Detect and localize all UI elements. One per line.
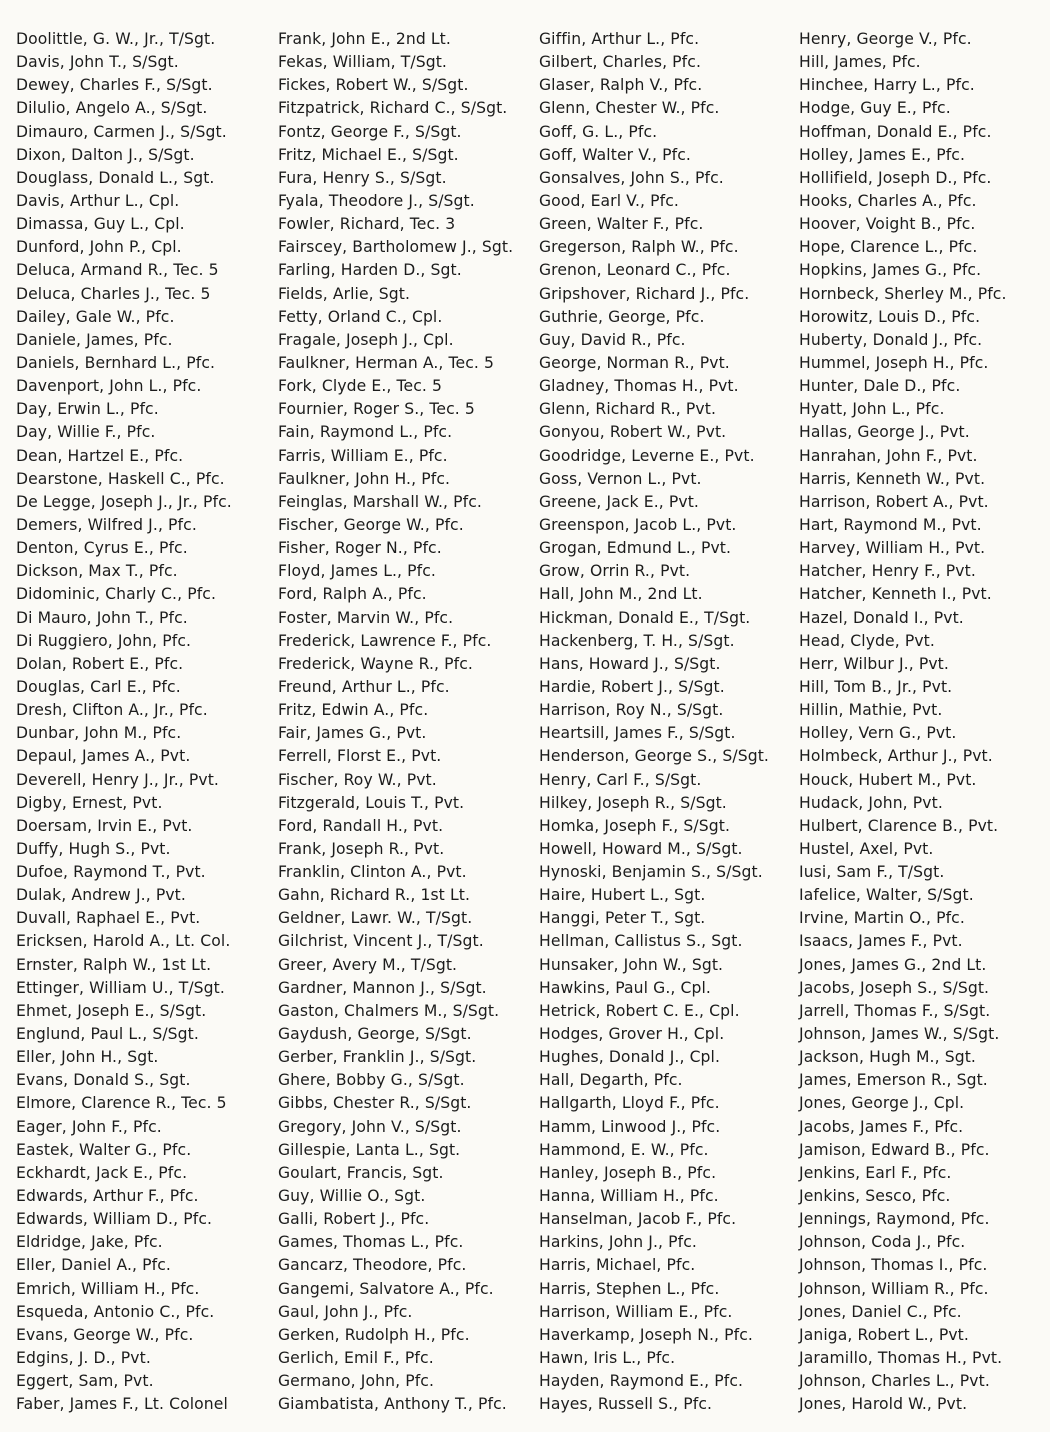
roster-entry: Frederick, Lawrence F., Pfc. — [278, 631, 492, 650]
roster-entry: Eager, John F., Pfc. — [16, 1117, 162, 1136]
roster-entry: Foster, Marvin W., Pfc. — [278, 608, 454, 627]
roster-entry: Edgins, J. D., Pvt. — [16, 1349, 151, 1368]
roster-entry: Germano, John, Pfc. — [278, 1372, 435, 1391]
roster-entry: Hill, James, Pfc. — [799, 53, 921, 72]
roster-entry: Didominic, Charly C., Pfc. — [16, 585, 217, 604]
roster-entry: Dewey, Charles F., S/Sgt. — [16, 76, 213, 95]
roster-column-1 — [16, 28, 232, 1416]
roster-entry: Faulkner, Herman A., Tec. 5 — [278, 353, 495, 372]
roster-entry: Giffin, Arthur L., Pfc. — [539, 30, 700, 48]
roster-entry: Dixon, Dalton J., S/Sgt. — [16, 145, 195, 164]
roster-entry: Herr, Wilbur J., Pvt. — [799, 654, 949, 673]
roster-entry: Hayden, Raymond E., Pfc. — [539, 1372, 744, 1391]
roster-entry: Gibbs, Chester R., S/Sgt. — [278, 1094, 472, 1113]
roster-entry: Ghere, Bobby G., S/Sgt. — [278, 1071, 465, 1090]
roster-entry: Dearstone, Haskell C., Pfc. — [16, 469, 225, 488]
roster-entry: Gerber, Franklin J., S/Sgt. — [278, 1048, 477, 1067]
roster-entry: Dailey, Gale W., Pfc. — [16, 307, 175, 326]
roster-entry: Daniele, James, Pfc. — [16, 330, 173, 349]
roster-entry: Fontz, George F., S/Sgt. — [278, 122, 462, 141]
roster-entry: Hanggi, Peter T., Sgt. — [539, 909, 706, 928]
roster-entry: Hudack, John, Pvt. — [799, 793, 943, 812]
roster-entry: Hoffman, Donald E., Pfc. — [799, 122, 992, 141]
roster-entry: Di Mauro, John T., Pfc. — [16, 608, 188, 627]
roster-entry: Hanley, Joseph B., Pfc. — [539, 1163, 717, 1182]
roster-entry: Harris, Stephen L., Pfc. — [539, 1279, 720, 1298]
roster-entry: Jones, George J., Cpl. — [799, 1094, 965, 1113]
roster-entry: Galli, Robert J., Pfc. — [278, 1210, 430, 1229]
roster-entry: Hackenberg, T. H., S/Sgt. — [539, 631, 735, 650]
roster-entry: Glenn, Chester W., Pfc. — [539, 99, 720, 118]
roster-entry: Ericksen, Harold A., Lt. Col. — [16, 932, 231, 951]
roster-entry: Fyala, Theodore J., S/Sgt. — [278, 191, 475, 210]
roster-entry: Fork, Clyde E., Tec. 5 — [278, 377, 443, 396]
roster-entry: Fairscey, Bartholomew J., Sgt. — [278, 238, 514, 257]
roster-entry: Davis, Arthur L., Cpl. — [16, 191, 180, 210]
roster-entry: Jones, Harold W., Pvt. — [799, 1395, 968, 1414]
roster-entry: Hunter, Dale D., Pfc. — [799, 377, 961, 396]
roster-entry: Eggert, Sam, Pvt. — [16, 1372, 154, 1391]
roster-entry: Digby, Ernest, Pvt. — [16, 793, 163, 812]
roster-entry: Haverkamp, Joseph N., Pfc. — [539, 1325, 753, 1344]
roster-entry: Gladney, Thomas H., Pvt. — [539, 377, 739, 396]
roster-entry: Deluca, Armand R., Tec. 5 — [16, 261, 219, 280]
roster-entry: Hustel, Axel, Pvt. — [799, 839, 934, 858]
roster-entry: De Legge, Joseph J., Jr., Pfc. — [16, 492, 232, 511]
roster-entry: Geldner, Lawr. W., T/Sgt. — [278, 909, 473, 928]
roster-entry: Hooks, Charles A., Pfc. — [799, 191, 977, 210]
roster-entry: Holley, Vern G., Pvt. — [799, 724, 957, 743]
roster-entry: Ferrell, Florst E., Pvt. — [278, 747, 442, 766]
roster-entry: Fowler, Richard, Tec. 3 — [278, 215, 456, 234]
roster-entry: Doersam, Irvin E., Pvt. — [16, 816, 193, 835]
roster-entry: Fekas, William, T/Sgt. — [278, 53, 447, 72]
roster-entry: Fournier, Roger S., Tec. 5 — [278, 400, 475, 419]
roster-entry: Hellman, Callistus S., Sgt. — [539, 932, 743, 951]
roster-entry: Fickes, Robert W., S/Sgt. — [278, 76, 469, 95]
roster-entry: Irvine, Martin O., Pfc. — [799, 909, 965, 928]
roster-entry: Deverell, Henry J., Jr., Pvt. — [16, 770, 219, 789]
roster-entry: Frank, Joseph R., Pvt. — [278, 839, 445, 858]
roster-entry: Farris, William E., Pfc. — [278, 446, 448, 465]
roster-entry: Gaydush, George, S/Sgt. — [278, 1025, 472, 1044]
roster-entry: Huberty, Donald J., Pfc. — [799, 330, 983, 349]
roster-entry: Faber, James F., Lt. Colonel — [16, 1395, 228, 1414]
roster-entry: Fair, James G., Pvt. — [278, 724, 427, 743]
roster-entry: Fisher, Roger N., Pfc. — [278, 539, 442, 558]
roster-column-2 — [278, 28, 513, 1416]
roster-entry: Elmore, Clarence R., Tec. 5 — [16, 1094, 227, 1113]
roster-entry: Daniels, Bernhard L., Pfc. — [16, 353, 216, 372]
roster-entry: Holley, James E., Pfc. — [799, 145, 966, 164]
roster-entry: Emrich, William H., Pfc. — [16, 1279, 200, 1298]
roster-entry: Gaul, John J., Pfc. — [278, 1302, 413, 1321]
roster-entry: Hawn, Iris L., Pfc. — [539, 1349, 676, 1368]
roster-entry: Isaacs, James F., Pvt. — [799, 932, 963, 951]
roster-entry: Gaston, Chalmers M., S/Sgt. — [278, 1001, 500, 1020]
roster-entry: Hardie, Robert J., S/Sgt. — [539, 677, 725, 696]
roster-entry: Johnson, Thomas I., Pfc. — [799, 1256, 988, 1275]
roster-entry: Jamison, Edward B., Pfc. — [799, 1140, 990, 1159]
roster-entry: Hammond, E. W., Pfc. — [539, 1140, 709, 1159]
roster-entry: Hummel, Joseph H., Pfc. — [799, 353, 989, 372]
roster-entry: Greenspon, Jacob L., Pvt. — [539, 515, 737, 534]
roster-entry: Fura, Henry S., S/Sgt. — [278, 168, 447, 187]
roster-entry: Di Ruggiero, John, Pfc. — [16, 631, 192, 650]
roster-entry: Dresh, Clifton A., Jr., Pfc. — [16, 701, 208, 720]
roster-entry: Ehmet, Joseph E., S/Sgt. — [16, 1001, 207, 1020]
roster-entry: Hamm, Linwood J., Pfc. — [539, 1117, 721, 1136]
roster-entry: Jenkins, Earl F., Pfc. — [799, 1163, 952, 1182]
roster-entry: Day, Erwin L., Pfc. — [16, 400, 159, 419]
roster-entry: Hornbeck, Sherley M., Pfc. — [799, 284, 1007, 303]
roster-entry: Fain, Raymond L., Pfc. — [278, 423, 453, 442]
roster-entry: Guthrie, George, Pfc. — [539, 307, 705, 326]
roster-entry: Eastek, Walter G., Pfc. — [16, 1140, 192, 1159]
roster-entry: Gerken, Rudolph H., Pfc. — [278, 1325, 470, 1344]
roster-entry: Frederick, Wayne R., Pfc. — [278, 654, 473, 673]
roster-entry: Dolan, Robert E., Pfc. — [16, 654, 184, 673]
roster-entry: Holmbeck, Arthur J., Pvt. — [799, 747, 993, 766]
roster-entry: Harvey, William H., Pvt. — [799, 539, 986, 558]
roster-entry: Fitzgerald, Louis T., Pvt. — [278, 793, 465, 812]
roster-entry: Douglass, Donald L., Sgt. — [16, 168, 215, 187]
roster-entry: Hill, Tom B., Jr., Pvt. — [799, 677, 953, 696]
roster-entry: Hetrick, Robert C. E., Cpl. — [539, 1001, 740, 1020]
roster-entry: Fields, Arlie, Sgt. — [278, 284, 411, 303]
roster-entry: Jarrell, Thomas F., S/Sgt. — [799, 1001, 991, 1020]
roster-entry: Gregerson, Ralph W., Pfc. — [539, 238, 739, 257]
roster-entry: Johnson, William R., Pfc. — [799, 1279, 989, 1298]
roster-entry: Goff, Walter V., Pfc. — [539, 145, 691, 164]
roster-entry: Franklin, Clinton A., Pvt. — [278, 863, 467, 882]
roster-entry: Hulbert, Clarence B., Pvt. — [799, 816, 999, 835]
roster-entry: Farling, Harden D., Sgt. — [278, 261, 462, 280]
roster-entry: Hughes, Donald J., Cpl. — [539, 1048, 721, 1067]
roster-entry: Gerlich, Emil F., Pfc. — [278, 1349, 434, 1368]
roster-entry: Dean, Hartzel E., Pfc. — [16, 446, 184, 465]
roster-entry: Harrison, William E., Pfc. — [539, 1302, 733, 1321]
roster-entry: Harris, Michael, Pfc. — [539, 1256, 696, 1275]
roster-entry: Hanselman, Jacob F., Pfc. — [539, 1210, 737, 1229]
roster-entry: Green, Walter F., Pfc. — [539, 215, 704, 234]
roster-entry: Frank, John E., 2nd Lt. — [278, 30, 451, 48]
roster-entry: Hatcher, Kenneth I., Pvt. — [799, 585, 992, 604]
roster-entry: Eller, Daniel A., Pfc. — [16, 1256, 171, 1275]
roster-entry: Harris, Kenneth W., Pvt. — [799, 469, 986, 488]
roster-entry: Fetty, Orland C., Cpl. — [278, 307, 443, 326]
roster-entry: Hans, Howard J., S/Sgt. — [539, 654, 721, 673]
roster-entry: Depaul, James A., Pvt. — [16, 747, 191, 766]
roster-entry: Harrison, Roy N., S/Sgt. — [539, 701, 724, 720]
roster-entry: Hollifield, Joseph D., Pfc. — [799, 168, 992, 187]
roster-entry: Iusi, Sam F., T/Sgt. — [799, 863, 945, 882]
roster-entry: Dunford, John P., Cpl. — [16, 238, 182, 257]
roster-entry: James, Emerson R., Sgt. — [799, 1071, 988, 1090]
roster-entry: Fischer, George W., Pfc. — [278, 515, 464, 534]
roster-entry: Jacobs, James F., Pfc. — [799, 1117, 964, 1136]
roster-entry: Gilchrist, Vincent J., T/Sgt. — [278, 932, 484, 951]
roster-entry: Goulart, Francis, Sgt. — [278, 1163, 444, 1182]
roster-entry: Dulak, Andrew J., Pvt. — [16, 886, 186, 905]
roster-entry: Gardner, Mannon J., S/Sgt. — [278, 978, 487, 997]
roster-entry: Homka, Joseph F., S/Sgt. — [539, 816, 731, 835]
roster-entry: Gilbert, Charles, Pfc. — [539, 53, 702, 72]
roster-entry: Iafelice, Walter, S/Sgt. — [799, 886, 974, 905]
roster-entry: Ettinger, William U., T/Sgt. — [16, 978, 225, 997]
roster-entry: Grogan, Edmund L., Pvt. — [539, 539, 732, 558]
roster-entry: Fritz, Michael E., S/Sgt. — [278, 145, 459, 164]
roster-entry: Jones, James G., 2nd Lt. — [799, 955, 987, 974]
roster-entry: Hanrahan, John F., Pvt. — [799, 446, 978, 465]
roster-entry: Head, Clyde, Pvt. — [799, 631, 935, 650]
roster-entry: Games, Thomas L., Pfc. — [278, 1233, 464, 1252]
roster-entry: Hodge, Guy E., Pfc. — [799, 99, 951, 118]
roster-entry: Gonyou, Robert W., Pvt. — [539, 423, 727, 442]
roster-entry: Fischer, Roy W., Pvt. — [278, 770, 437, 789]
roster-entry: Hillin, Mathie, Pvt. — [799, 701, 943, 720]
roster-entry: Englund, Paul L., S/Sgt. — [16, 1025, 199, 1044]
roster-entry: Howell, Howard M., S/Sgt. — [539, 839, 743, 858]
roster-entry: Dufoe, Raymond T., Pvt. — [16, 863, 206, 882]
roster-entry: Gahn, Richard R., 1st Lt. — [278, 886, 471, 905]
roster-entry: Hall, Degarth, Pfc. — [539, 1071, 683, 1090]
roster-entry: Guy, David R., Pfc. — [539, 330, 686, 349]
roster-entry: Day, Willie F., Pfc. — [16, 423, 156, 442]
roster-entry: Davis, John T., S/Sgt. — [16, 53, 179, 72]
roster-entry: Fritz, Edwin A., Pfc. — [278, 701, 429, 720]
roster-entry: Glaser, Ralph V., Pfc. — [539, 76, 703, 95]
roster-entry: Duvall, Raphael E., Pvt. — [16, 909, 201, 928]
roster-entry: Doolittle, G. W., Jr., T/Sgt. — [16, 30, 216, 48]
roster-entry: Freund, Arthur L., Pfc. — [278, 677, 450, 696]
roster-entry: Fitzpatrick, Richard C., S/Sgt. — [278, 99, 508, 118]
roster-entry: Johnson, James W., S/Sgt. — [799, 1025, 1000, 1044]
roster-entry: Hyatt, John L., Pfc. — [799, 400, 945, 419]
roster-entry: Gregory, John V., S/Sgt. — [278, 1117, 462, 1136]
roster-entry: Gonsalves, John S., Pfc. — [539, 168, 724, 187]
roster-entry: Goss, Vernon L., Pvt. — [539, 469, 702, 488]
roster-entry: Good, Earl V., Pfc. — [539, 191, 679, 210]
roster-entry: Hunsaker, John W., Sgt. — [539, 955, 724, 974]
roster-entry: Evans, Donald S., Sgt. — [16, 1071, 191, 1090]
roster-entry: Esqueda, Antonio C., Pfc. — [16, 1302, 215, 1321]
roster-entry: Gillespie, Lanta L., Sgt. — [278, 1140, 461, 1159]
roster-entry: Feinglas, Marshall W., Pfc. — [278, 492, 482, 511]
roster-entry: Dimassa, Guy L., Cpl. — [16, 215, 185, 234]
roster-entry: Jaramillo, Thomas H., Pvt. — [799, 1349, 1003, 1368]
roster-entry: Jacobs, Joseph S., S/Sgt. — [799, 978, 990, 997]
roster-entry: Jennings, Raymond, Pfc. — [799, 1210, 990, 1229]
roster-entry: Goff, G. L., Pfc. — [539, 122, 658, 141]
roster-entry: Dunbar, John M., Pfc. — [16, 724, 182, 743]
roster-entry: Hayes, Russell S., Pfc. — [539, 1395, 713, 1414]
roster-entry: Giambatista, Anthony T., Pfc. — [278, 1395, 507, 1414]
roster-column-4 — [799, 28, 1007, 1416]
roster-entry: Edwards, William D., Pfc. — [16, 1210, 213, 1229]
roster-entry: Jenkins, Sesco, Pfc. — [799, 1187, 951, 1206]
roster-entry: Hopkins, James G., Pfc. — [799, 261, 982, 280]
roster-entry: Henry, George V., Pfc. — [799, 30, 972, 48]
roster-entry: Dilulio, Angelo A., S/Sgt. — [16, 99, 208, 118]
roster-entry: Hickman, Donald E., T/Sgt. — [539, 608, 751, 627]
roster-entry: Duffy, Hugh S., Pvt. — [16, 839, 171, 858]
roster-entry: Horowitz, Louis D., Pfc. — [799, 307, 981, 326]
roster-entry: Eller, John H., Sgt. — [16, 1048, 159, 1067]
roster-entry: Faulkner, John H., Pfc. — [278, 469, 451, 488]
roster-entry: Hatcher, Henry F., Pvt. — [799, 562, 976, 581]
roster-entry: Johnson, Coda J., Pfc. — [799, 1233, 966, 1252]
roster-entry: Evans, George W., Pfc. — [16, 1325, 194, 1344]
roster-entry: Haire, Hubert L., Sgt. — [539, 886, 706, 905]
roster-entry: Edwards, Arthur F., Pfc. — [16, 1187, 199, 1206]
roster-entry: Gripshover, Richard J., Pfc. — [539, 284, 750, 303]
roster-entry: Dimauro, Carmen J., S/Sgt. — [16, 122, 227, 141]
roster-entry: Jones, Daniel C., Pfc. — [799, 1302, 962, 1321]
roster-entry: Eckhardt, Jack E., Pfc. — [16, 1163, 188, 1182]
roster-entry: George, Norman R., Pvt. — [539, 353, 730, 372]
roster-entry: Hope, Clarence L., Pfc. — [799, 238, 978, 257]
roster-entry: Greer, Avery M., T/Sgt. — [278, 955, 458, 974]
roster-entry: Floyd, James L., Pfc. — [278, 562, 436, 581]
roster-entry: Ford, Ralph A., Pfc. — [278, 585, 427, 604]
roster-entry: Johnson, Charles L., Pvt. — [799, 1372, 990, 1391]
roster-entry: Fragale, Joseph J., Cpl. — [278, 330, 454, 349]
roster-entry: Harrison, Robert A., Pvt. — [799, 492, 989, 511]
roster-entry: Hoover, Voight B., Pfc. — [799, 215, 976, 234]
roster-entry: Douglas, Carl E., Pfc. — [16, 677, 181, 696]
roster-entry: Janiga, Robert L., Pvt. — [799, 1325, 969, 1344]
roster-entry: Hallgarth, Lloyd F., Pfc. — [539, 1094, 720, 1113]
roster-entry: Hawkins, Paul G., Cpl. — [539, 978, 711, 997]
roster-entry: Hazel, Donald I., Pvt. — [799, 608, 964, 627]
roster-entry: Jackson, Hugh M., Sgt. — [799, 1048, 976, 1067]
roster-entry: Ernster, Ralph W., 1st Lt. — [16, 955, 212, 974]
roster-entry: Davenport, John L., Pfc. — [16, 377, 202, 396]
roster-entry: Harkins, John J., Pfc. — [539, 1233, 697, 1252]
roster-entry: Ford, Randall H., Pvt. — [278, 816, 444, 835]
roster-entry: Hallas, George J., Pvt. — [799, 423, 970, 442]
roster-entry: Heartsill, James F., S/Sgt. — [539, 724, 736, 743]
roster-entry: Dickson, Max T., Pfc. — [16, 562, 178, 581]
roster-entry: Hart, Raymond M., Pvt. — [799, 515, 982, 534]
roster-entry: Grow, Orrin R., Pvt. — [539, 562, 691, 581]
roster-entry: Demers, Wilfred J., Pfc. — [16, 515, 197, 534]
roster-entry: Gancarz, Theodore, Pfc. — [278, 1256, 467, 1275]
roster-entry: Henry, Carl F., S/Sgt. — [539, 770, 702, 789]
roster-entry: Grenon, Leonard C., Pfc. — [539, 261, 731, 280]
roster-entry: Denton, Cyrus E., Pfc. — [16, 539, 188, 558]
roster-entry: Hinchee, Harry L., Pfc. — [799, 76, 975, 95]
roster-entry: Hynoski, Benjamin S., S/Sgt. — [539, 863, 763, 882]
roster-entry: Hodges, Grover H., Cpl. — [539, 1025, 725, 1044]
roster-entry: Eldridge, Jake, Pfc. — [16, 1233, 163, 1252]
roster-entry: Houck, Hubert M., Pvt. — [799, 770, 977, 789]
roster-entry: Greene, Jack E., Pvt. — [539, 492, 699, 511]
roster-entry: Glenn, Richard R., Pvt. — [539, 400, 717, 419]
roster-entry: Hanna, William H., Pfc. — [539, 1187, 719, 1206]
roster-column-3 — [539, 28, 769, 1416]
roster-entry: Henderson, George S., S/Sgt. — [539, 747, 769, 766]
roster-entry: Goodridge, Leverne E., Pvt. — [539, 446, 755, 465]
roster-entry: Hall, John M., 2nd Lt. — [539, 585, 703, 604]
roster-entry: Gangemi, Salvatore A., Pfc. — [278, 1279, 494, 1298]
roster-entry: Hilkey, Joseph R., S/Sgt. — [539, 793, 727, 812]
roster-entry: Guy, Willie O., Sgt. — [278, 1187, 426, 1206]
roster-entry: Deluca, Charles J., Tec. 5 — [16, 284, 211, 303]
